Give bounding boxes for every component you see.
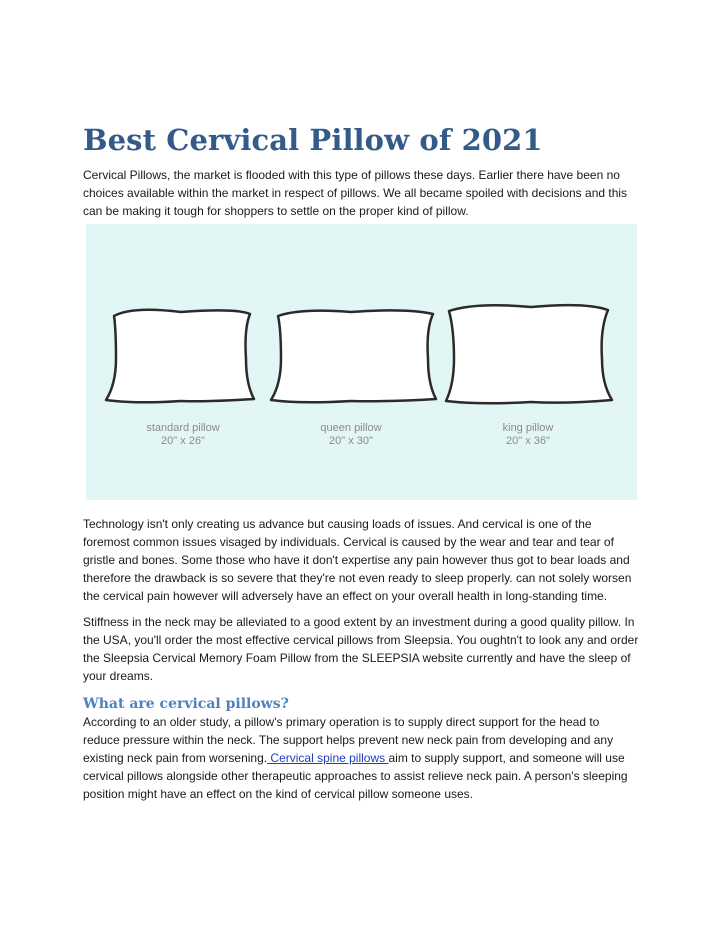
standard-pillow-caption xyxy=(113,422,253,448)
pillows-illustration xyxy=(86,224,637,500)
standard-pillow-label: standard pillow xyxy=(146,422,220,434)
technology-paragraph: Technology isn't only creating us advance but causing loads of issues. And cervical is one of the foremost common issues visaged by individuals. Cervical is caused by the wear and tear and tear of gristle and bones. Some those who have it don't expertise any pain however thus got to bear loads and therefore the drawback is so severe that they're not even ready to sleep properly. can not solely worsen the cervical pain however will adversely have an effect on your overall health in long-standing time. xyxy=(83,517,632,603)
stiffness-paragraph: Stiffness in the neck may be alleviated to a good extent by an investment during a good quality pillow. In the USA, you'll order the most effective cervical pillows from Sleepsia. You oughtn't to look any and order the Sleepsia Cervical Memory Foam Pillow from the SLEEPSIA website currently and have the sleep of your dreams. xyxy=(83,615,639,683)
section-paragraph xyxy=(83,713,639,803)
section-text-before: According to an older study, a pillow's primary operation is to supply direct support for the head to reduce pressure within the neck. The support helps prevent new neck pain from developing and any existing neck pain from worsening. xyxy=(83,715,614,765)
queen-pillow-size: 20" x 30" xyxy=(329,435,373,447)
pillow-sizes-figure xyxy=(86,224,637,500)
standard-pillow-shape xyxy=(106,310,254,403)
page-title: Best Cervical Pillow of 2021 xyxy=(83,123,543,157)
standard-pillow-size: 20" x 26" xyxy=(161,435,205,447)
section-heading: What are cervical pillows? xyxy=(83,696,289,712)
queen-pillow-label: queen pillow xyxy=(320,422,382,434)
king-pillow-caption xyxy=(458,422,598,448)
king-pillow-label: king pillow xyxy=(502,422,554,434)
intro-paragraph: Cervical Pillows, the market is flooded with this type of pillows these days. Earlier there have been no choices available within the market in respect of pillows. We all became spoiled with decisions and this can be making it tough for shoppers to settle on the proper kind of pillow. xyxy=(83,168,628,218)
queen-pillow-caption xyxy=(281,422,421,448)
cervical-spine-pillows-link[interactable]: Cervical spine pillows xyxy=(267,751,389,765)
document-page xyxy=(83,122,639,803)
king-pillow-size: 20" x 36" xyxy=(506,435,550,447)
section-text-after: aim to supply support, and someone will use cervical pillows alongside other therapeutic approaches to assist relieve neck pain. A person's sleeping position might have an effect on the kind of cervical pillow someone uses. xyxy=(83,751,628,801)
queen-pillow-shape xyxy=(271,310,436,402)
king-pillow-shape xyxy=(446,305,612,403)
